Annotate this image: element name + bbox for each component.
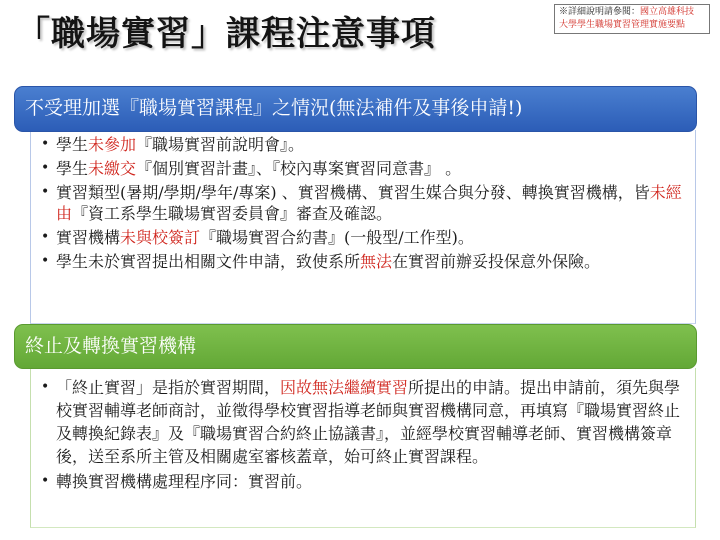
section-1-list	[40, 134, 688, 275]
section-1-heading: 不受理加選『職場實習課程』之情況(無法補件及事後申請!)	[14, 86, 697, 132]
reference-note-prefix: ※詳細說明請參閱：	[559, 7, 641, 17]
reference-link-part-2[interactable]: 大學學生職場實習管理實施要點	[559, 20, 686, 30]
list-item: • 實習類型(暑期/學期/學年/專案) 、實習機構、實習生媒合與分發、轉換實習機構，皆未經由『資工系學生職場實習委員會』審查及確認。	[40, 182, 688, 224]
list-item: • 實習機構未與校簽訂『職場實習合約書』(一般型/工作型)。	[40, 227, 688, 248]
section-2-list	[40, 376, 688, 495]
highlight-text: 無法	[360, 252, 393, 271]
section-2-heading: 終止及轉換實習機構	[14, 324, 697, 369]
highlight-text: 未參加	[88, 135, 137, 154]
highlight-text: 未繳交	[88, 159, 137, 178]
list-item: • 「終止實習」是指於實習期間，因故無法繼續實習所提出的申請。提出申請前，須先與學校實習輔導老師商討，並徵得學校實習指導老師與實習機構同意，再填寫『職場實習終止及轉換紀錄表』及『職場實習合約終止協議書』，並經學校實習輔導老師、實習機構簽章後，送至系所主管及相關處室審核蓋章，始可終止實習課程。	[40, 376, 688, 468]
list-item: • 學生未繳交『個別實習計畫』、『校內專案實習同意書』 。	[40, 158, 688, 179]
reference-note	[554, 4, 710, 34]
list-item: • 轉換實習機構處理程序同：實習前。	[40, 470, 688, 493]
highlight-text: 未與校簽訂	[120, 228, 201, 247]
list-item: • 學生未參加『職場實習前說明會』。	[40, 134, 688, 155]
page-title: 「職場實習」課程注意事項	[16, 14, 436, 54]
reference-link-part-1[interactable]: 國立高雄科技	[640, 7, 695, 17]
reference-note-line-1	[559, 6, 705, 19]
list-item: • 學生未於實習提出相關文件申請，致使系所無法在實習前辦妥投保意外保險。	[40, 251, 688, 272]
highlight-text: 因故無法繼續實習	[280, 378, 409, 397]
highlight-text: 未經由	[56, 183, 682, 223]
